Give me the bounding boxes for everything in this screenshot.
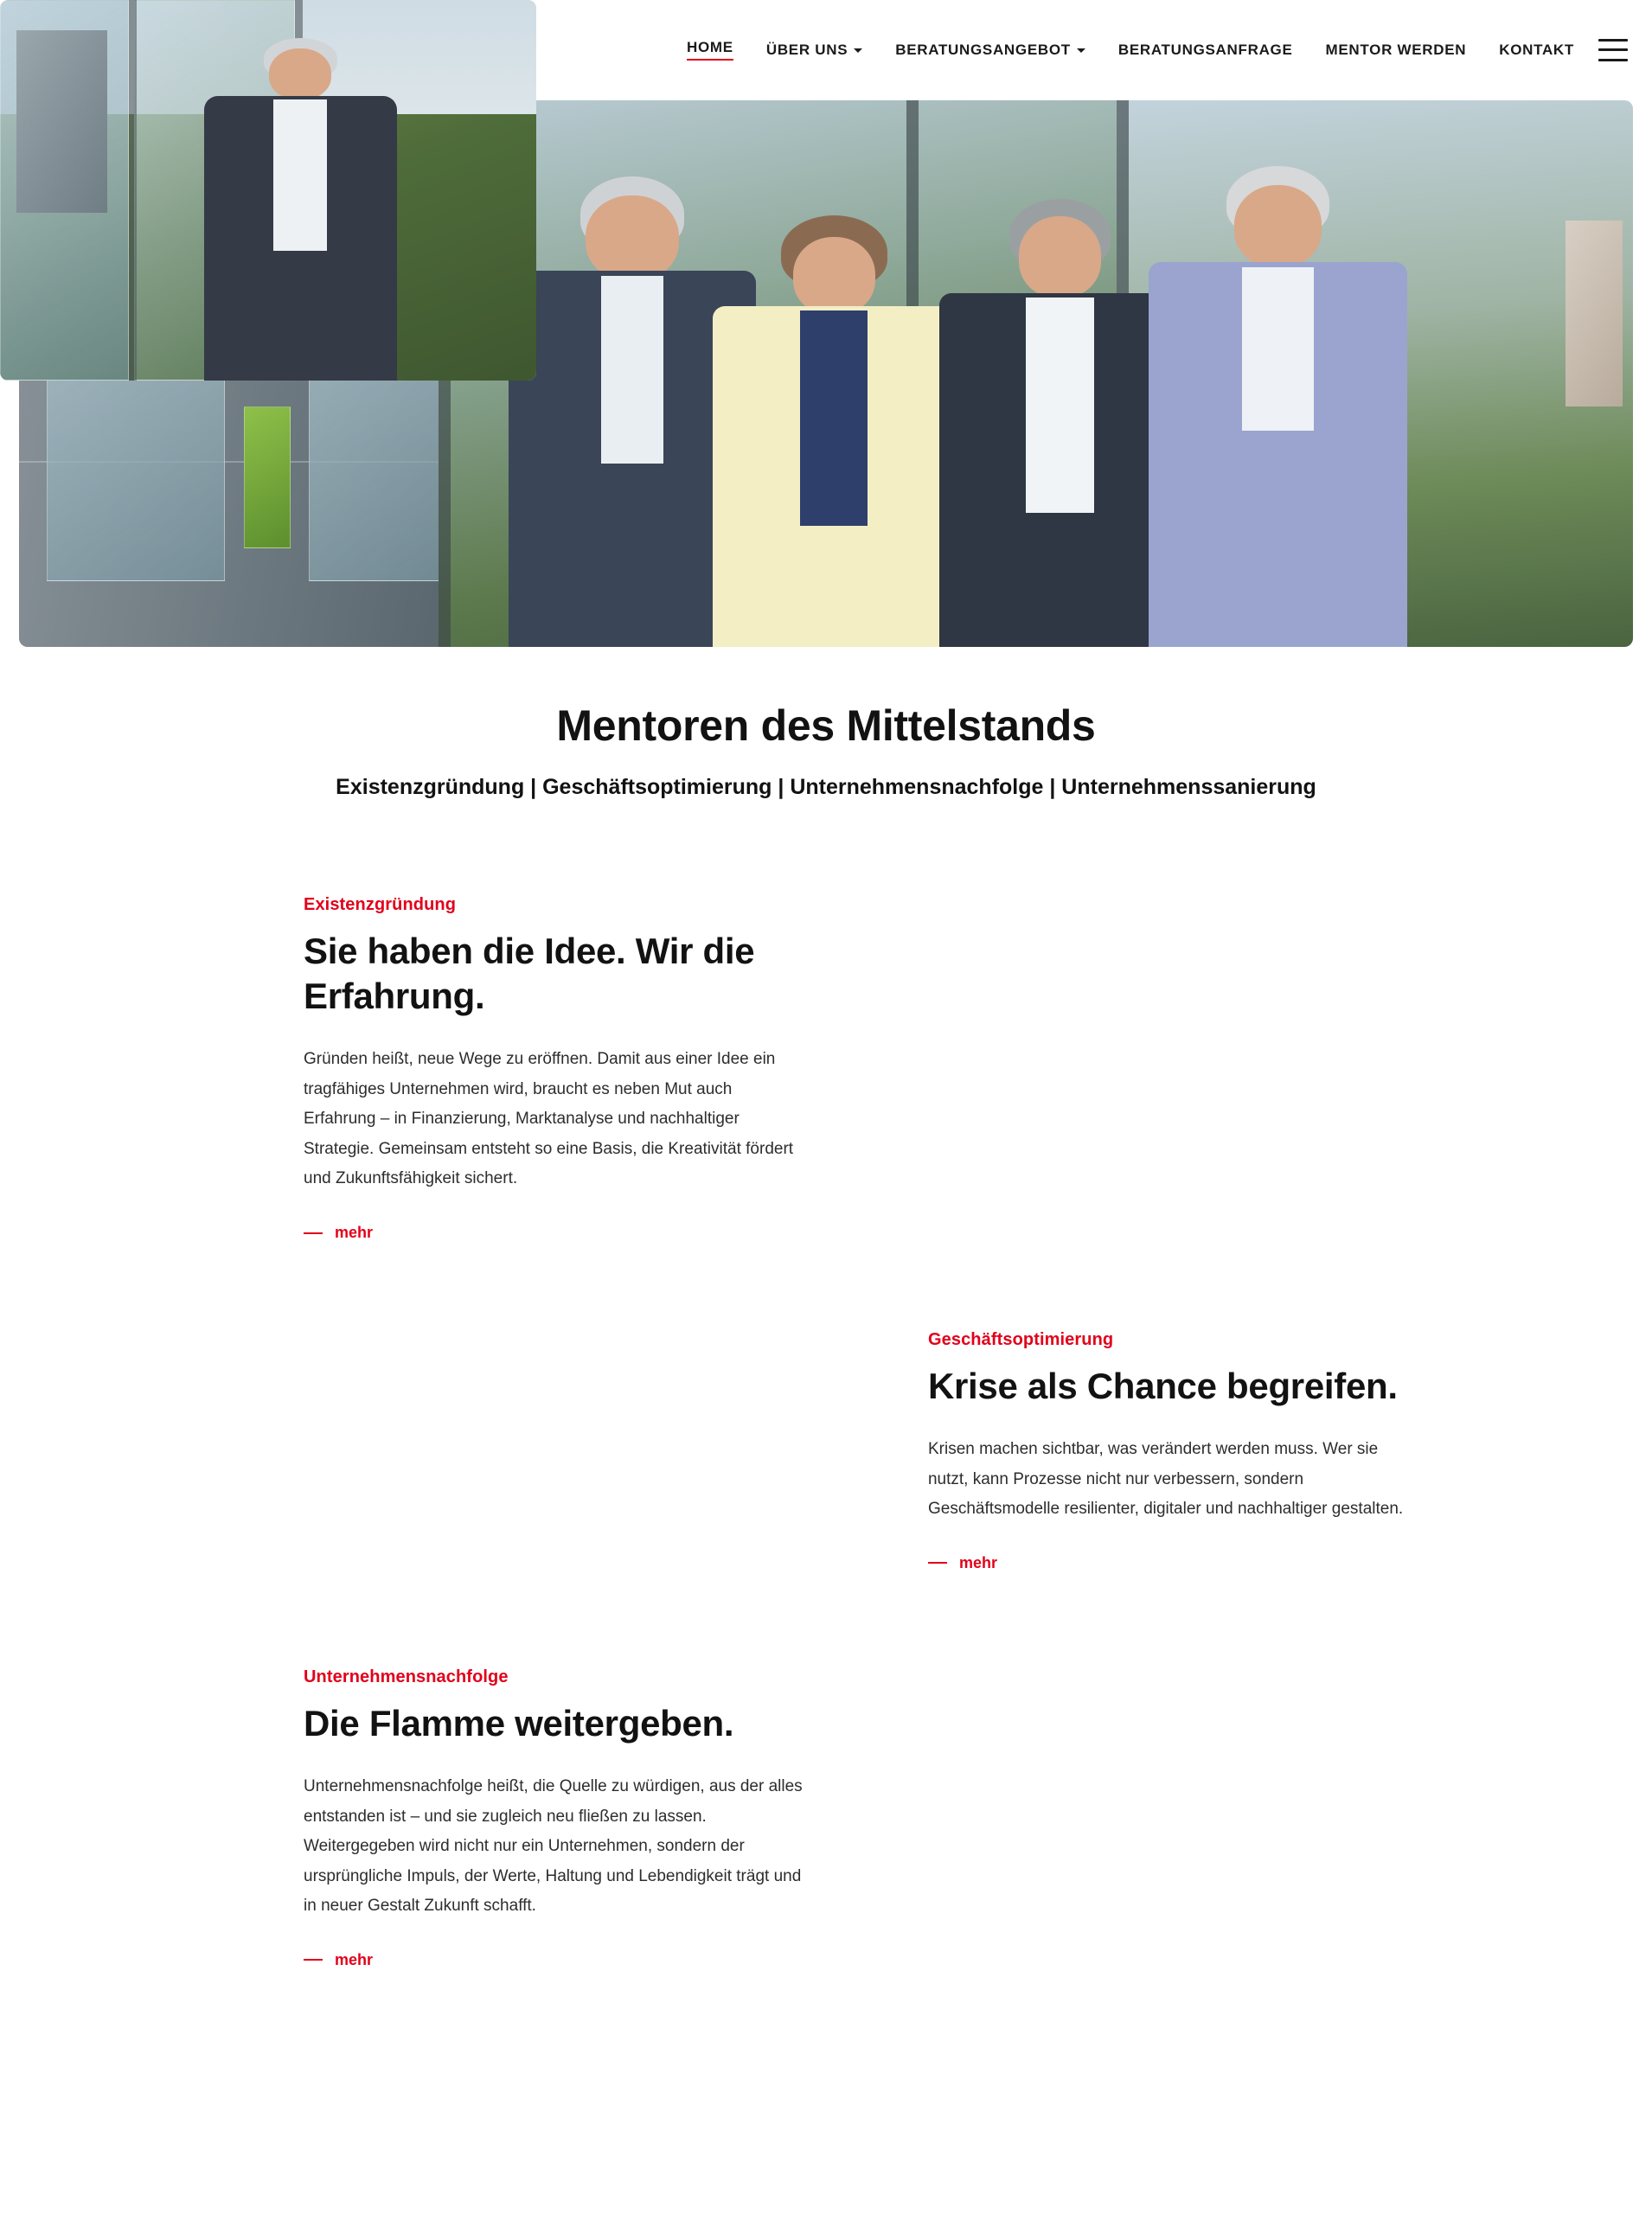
chevron-down-icon	[1077, 48, 1085, 53]
mentor-3-figure	[204, 38, 397, 381]
nav-item-mentor-werden[interactable]	[1326, 42, 1467, 59]
chevron-down-icon	[854, 48, 862, 53]
dash-icon	[928, 1562, 947, 1564]
section-1-more-link[interactable]	[304, 1224, 373, 1242]
nav-item-home-label: HOME	[687, 39, 733, 55]
nav-item-beratungsanfrage-label: BERATUNGSANFRAGE	[1117, 41, 1293, 58]
page-title-block	[0, 647, 1652, 800]
content-section-unternehmensnachfolge	[248, 1662, 1404, 1969]
section-2-more-label: mehr	[958, 1553, 997, 1571]
section-3-more-link[interactable]	[304, 1951, 373, 1969]
mentor-photo-3	[0, 0, 536, 381]
nav-item-beratungsangebot-label: BERATUNGSANGEBOT	[895, 41, 1071, 58]
hamburger-menu-icon[interactable]	[1598, 39, 1628, 61]
section-2-more-link[interactable]	[928, 1554, 997, 1572]
nav-item-ueber-uns-label: ÜBER UNS	[765, 41, 848, 58]
nav-item-beratungsangebot[interactable]	[895, 42, 1085, 59]
section-1-more-label: mehr	[335, 1224, 374, 1242]
nav-item-mentor-werden-label: MENTOR WERDEN	[1325, 41, 1467, 58]
dash-icon	[304, 1959, 323, 1961]
nav-item-beratungsanfrage[interactable]	[1118, 42, 1293, 59]
page-bottom-spacer	[0, 1969, 1652, 2030]
section-1-eyebrow: Existenzgründung	[304, 895, 457, 914]
section-3-headline: Die Flamme weitergeben.	[304, 1702, 734, 1744]
hero-person-4	[1149, 166, 1407, 647]
hero-person-2	[713, 215, 955, 647]
nav-item-kontakt[interactable]	[1499, 42, 1574, 59]
page-title: Mentoren des Mittelstands	[556, 701, 1096, 750]
section-3-body: Unternehmensnachfolge heißt, die Quelle zu würdigen, aus der alles entstanden ist – und sie zugleich neu fließen zu lassen. Weitergegeben wird nicht nur ein Unternehmen, sondern der ursprüngliche Impuls, der Werte, Haltung und Lebendigkeit trägt und in neuer Gestalt Zukunft schafft.	[304, 1776, 803, 1916]
section-1-body: Gründen heißt, neue Wege zu eröffnen. Damit aus einer Idee ein tragfähiges Unternehmen wird, braucht es neben Mut auch Erfahrung – in Finanzierung, Marktanalyse und nachhaltiger Strategie. Gemeinsam entsteht so eine Basis, die Kreativität fördert und Zukunftsfähigkeit sichert.	[304, 1050, 794, 1188]
section-2-body: Krisen machen sichtbar, was verändert werden muss. Wer sie nutzt, kann Prozesse nicht nur verbessern, sondern Geschäftsmodelle resilienter, digitaler und nachhaltiger gestalten.	[927, 1440, 1404, 1519]
content-section-geschaeftsoptimierung	[248, 1325, 1404, 1572]
dash-icon	[304, 1232, 323, 1234]
nav-item-ueber-uns[interactable]	[766, 42, 862, 59]
hero-person-3	[939, 199, 1181, 647]
section-3-eyebrow: Unternehmensnachfolge	[304, 1667, 509, 1686]
section-1-headline: Sie haben die Idee. Wir die Erfahrung.	[304, 931, 755, 1017]
nav-item-home[interactable]	[687, 39, 733, 61]
section-2-headline: Krise als Chance begreifen.	[927, 1366, 1398, 1407]
nav-item-kontakt-label: KONTAKT	[1499, 41, 1574, 58]
section-2-eyebrow: Geschäftsoptimierung	[927, 1330, 1114, 1350]
main-navigation	[687, 39, 1598, 61]
section-1-text	[304, 890, 813, 1242]
page-subtitle: Existenzgründung | Geschäftsoptimierung | Unternehmensnachfolge | Unternehmenssanierung	[336, 775, 1316, 799]
section-3-more-label: mehr	[335, 1950, 374, 1968]
section-3-text	[304, 1662, 813, 1969]
section-2-text	[893, 1325, 1404, 1572]
content-section-existenzgruendung	[248, 890, 1404, 1242]
